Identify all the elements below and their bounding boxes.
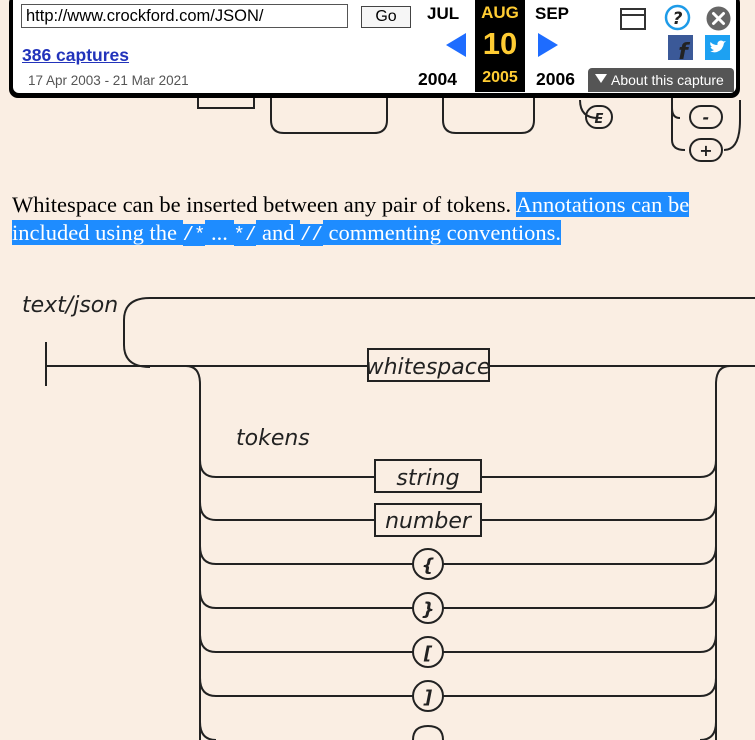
about-capture-label: About this capture — [611, 72, 724, 88]
token-number-label: number — [385, 509, 471, 534]
svg-text:f: f — [678, 40, 688, 60]
diagram-plus-label: + — [699, 141, 713, 160]
diagram-e-label: E — [594, 112, 604, 127]
code-comment-close: */ — [233, 224, 257, 246]
code-line-comment: // — [300, 224, 323, 246]
wayback-toolbar — [9, 0, 740, 98]
paragraph-ellipsis: ... — [205, 220, 234, 245]
current-month: AUG — [481, 3, 519, 22]
captures-link[interactable]: 386 captures — [22, 45, 130, 65]
about-capture-button[interactable] — [588, 68, 734, 92]
twitter-icon[interactable] — [705, 35, 730, 60]
current-year: 2005 — [482, 69, 518, 86]
facebook-icon[interactable] — [668, 35, 693, 60]
go-button[interactable]: Go — [361, 6, 411, 28]
token-string-label: string — [396, 466, 460, 491]
paragraph-plain-text: Whitespace can be inserted between any pair of tokens. — [12, 192, 516, 217]
diagram-title: text/json — [22, 293, 119, 318]
help-icon[interactable] — [664, 4, 691, 31]
text-json-syntax-diagram — [0, 270, 755, 740]
whitespace-paragraph — [12, 191, 747, 249]
diagram-minus-label: - — [702, 108, 710, 127]
window-icon[interactable] — [620, 8, 646, 30]
whitespace-box-label: whitespace — [365, 355, 491, 380]
paragraph-and: and — [256, 220, 301, 245]
capture-date-range: 17 Apr 2003 - 21 Mar 2021 — [28, 73, 189, 88]
url-input[interactable] — [21, 4, 348, 28]
svg-text:?: ? — [672, 9, 683, 29]
prev-month-link[interactable]: JUL — [427, 4, 460, 23]
caret-down-icon — [595, 74, 607, 84]
prev-capture-arrow-icon[interactable] — [445, 32, 467, 58]
token-open-brace-label: { — [421, 555, 435, 576]
next-year-link[interactable]: 2006 — [536, 69, 575, 89]
code-comment-open: /* — [182, 224, 206, 246]
next-month-link[interactable]: SEP — [535, 4, 570, 23]
current-capture-date — [475, 0, 525, 92]
wayback-toolbar-panel — [13, 0, 736, 93]
close-icon[interactable] — [706, 6, 731, 31]
next-capture-arrow-icon[interactable] — [537, 32, 559, 58]
token-open-bracket-label: [ — [423, 643, 433, 664]
token-close-bracket-label: ] — [423, 687, 433, 708]
tokens-label: tokens — [236, 426, 310, 451]
paragraph-highlight-end: commenting conventions. — [322, 220, 562, 245]
current-day: 10 — [482, 26, 518, 61]
paragraph-highlight-1: Annotations can be included using the — [12, 192, 690, 245]
prev-year-link[interactable]: 2004 — [418, 69, 457, 89]
token-close-brace-label: } — [421, 599, 435, 620]
